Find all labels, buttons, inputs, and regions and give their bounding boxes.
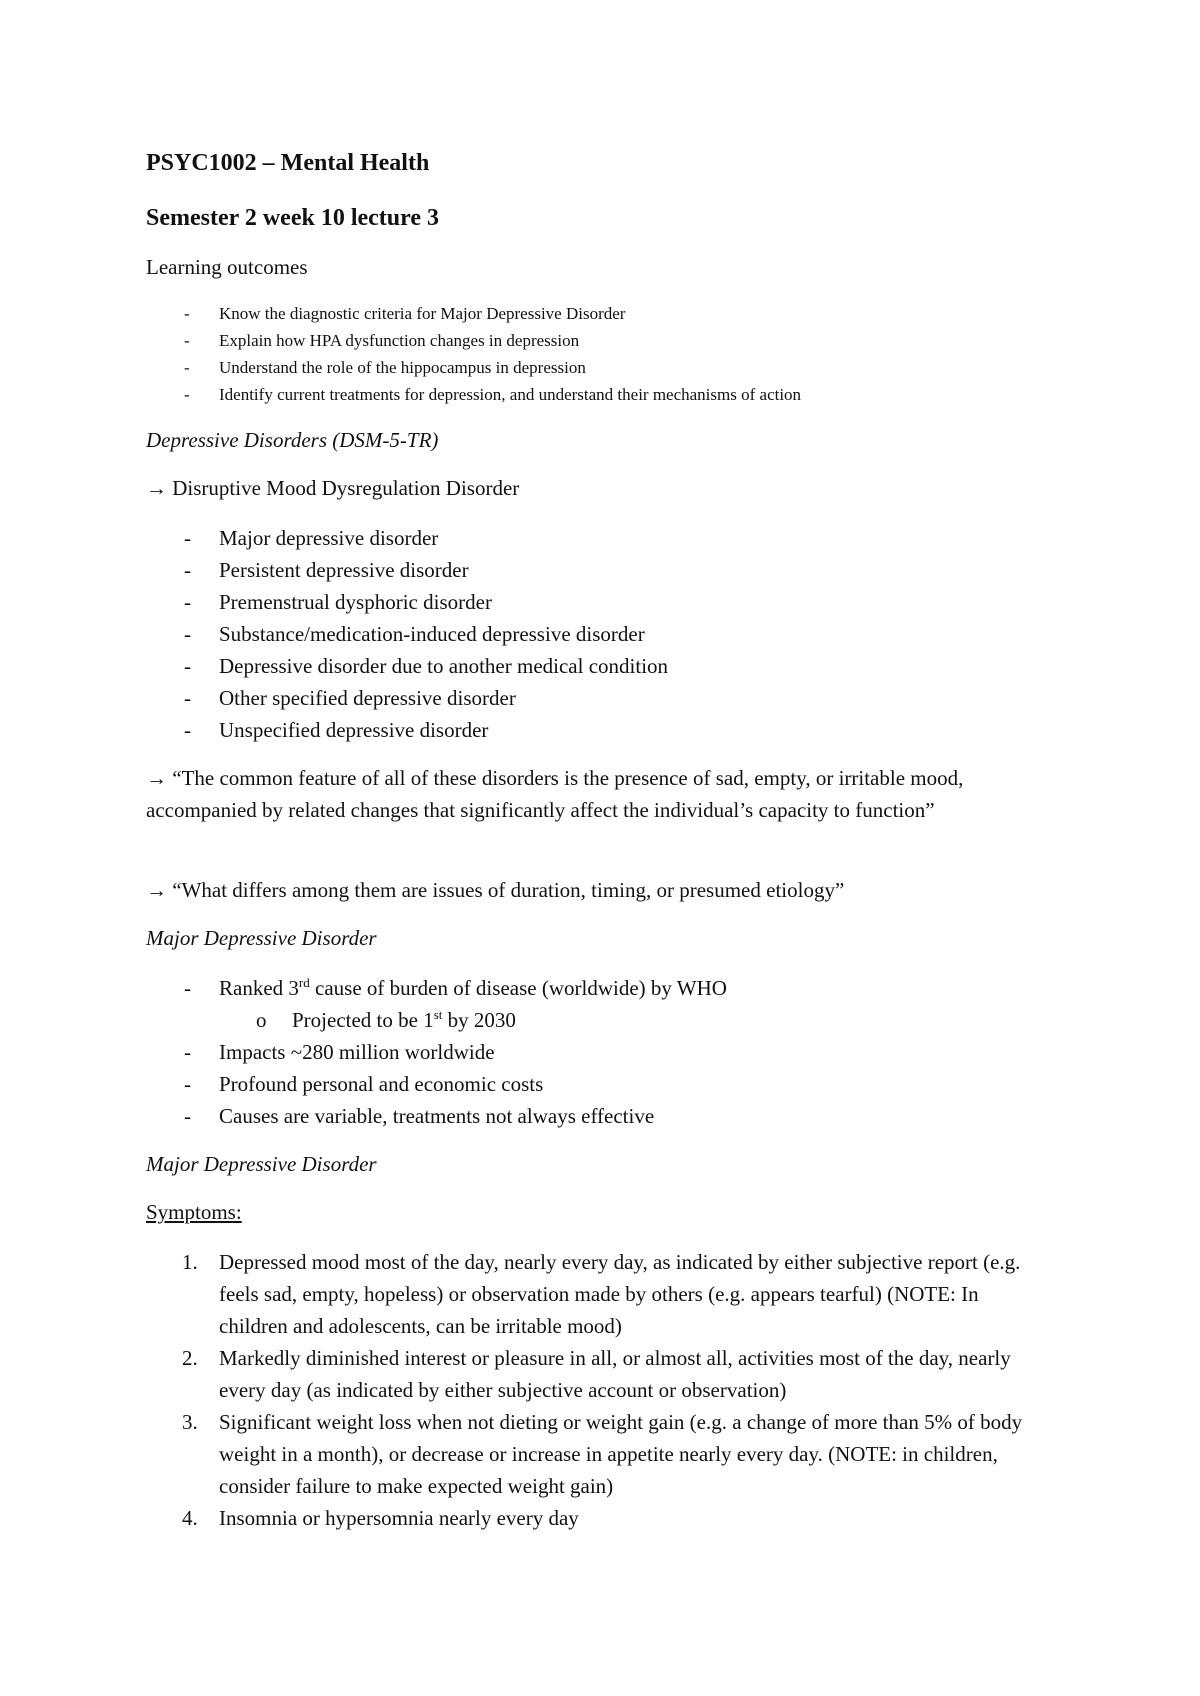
sub-list-item: o Projected to be 1st by 2030 — [256, 1007, 516, 1032]
quote-differences: → “What differs among them are issues of duration, timing, or presumed etiology” — [146, 878, 845, 902]
list-item: - Know the diagnostic criteria for Major Depressive Disorder — [184, 304, 626, 323]
mdd-facts-list — [146, 972, 727, 1132]
list-item: - Profound personal and economic costs — [184, 1072, 544, 1096]
arrow-icon: → — [146, 878, 167, 902]
disorders-list — [146, 522, 668, 746]
list-item: - Impacts ~280 million worldwide — [184, 1040, 495, 1064]
list-item: - Causes are variable, treatments not always effective — [184, 1104, 655, 1128]
list-item: 3. Significant weight loss when not dieting or weight gain (e.g. a change of more than 5% of body weight in a month), or decrease or increase in appetite nearly every day. (NOTE: in children, consider failure to make expected weight gain) — [182, 1410, 1023, 1498]
list-item: 4. Insomnia or hypersomnia nearly every day — [182, 1506, 579, 1530]
list-item: - Major depressive disorder — [184, 526, 439, 550]
learning-outcomes-list — [146, 300, 801, 408]
dmdd-text: Disruptive Mood Dysregulation Disorder — [172, 476, 520, 500]
list-item: 2. Markedly diminished interest or pleasure in all, or almost all, activities most of the day, nearly every day (as indicated by either subjective account or observation) — [182, 1346, 1011, 1402]
depressive-disorders-heading: Depressive Disorders (DSM-5-TR) — [146, 428, 439, 452]
arrow-icon: → — [146, 476, 167, 500]
mdd-heading: Major Depressive Disorder — [146, 926, 377, 950]
symptoms-heading: Symptoms: — [146, 1200, 242, 1224]
symptoms-list — [146, 1246, 1046, 1534]
list-item: - Explain how HPA dysfunction changes in depression — [184, 331, 580, 350]
list-item: - Understand the role of the hippocampus in depression — [184, 358, 586, 377]
list-item: - Ranked 3rd cause of burden of disease (worldwide) by WHO — [184, 975, 727, 1000]
list-item: - Unspecified depressive disorder — [184, 718, 489, 742]
list-item: - Other specified depressive disorder — [184, 686, 516, 710]
learning-outcomes-heading: Learning outcomes — [146, 255, 308, 279]
list-item: - Depressive disorder due to another medical condition — [184, 654, 669, 678]
list-item: - Substance/medication-induced depressive disorder — [184, 622, 645, 646]
list-item: - Identify current treatments for depression, and understand their mechanisms of action — [184, 385, 802, 404]
page-title: PSYC1002 – Mental Health — [146, 150, 430, 176]
arrow-icon: → — [146, 766, 167, 790]
list-item: - Persistent depressive disorder — [184, 558, 469, 582]
quote-common-feature: → “The common feature of all of these disorders is the presence of sad, empty, or irritable mood, accompanied by related changes that significantly affect the individual’s capacity to function” — [146, 766, 964, 822]
page-subtitle: Semester 2 week 10 lecture 3 — [146, 205, 440, 231]
dmdd-line — [146, 472, 519, 504]
mdd-heading-2: Major Depressive Disorder — [146, 1152, 377, 1176]
list-item: - Premenstrual dysphoric disorder — [184, 590, 492, 614]
list-item: 1. Depressed mood most of the day, nearly every day, as indicated by either subjective report (e.g. feels sad, empty, hopeless) or observation made by others (e.g. appears tearful) (NOTE: In children and adolescents, can be irritable mood) — [182, 1250, 1021, 1338]
